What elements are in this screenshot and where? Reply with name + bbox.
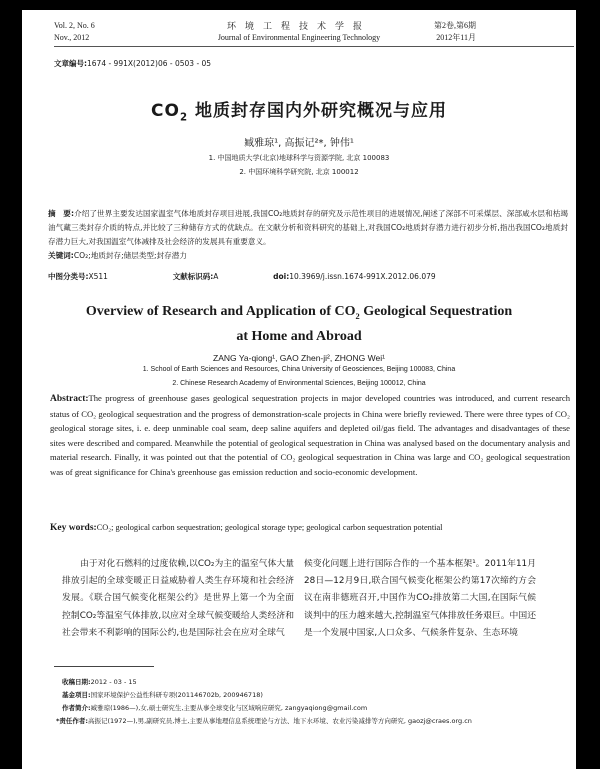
keywords-cn [48, 249, 568, 263]
doi-label: doi: [273, 272, 290, 281]
header-divider [54, 46, 574, 47]
keywords-cn-text: CO₂;地质封存;储层类型;封存潜力 [73, 251, 187, 260]
journal-page [22, 10, 576, 769]
abstract-cn [48, 207, 568, 263]
footnotes [56, 676, 551, 728]
abstract-en [50, 391, 570, 479]
footnote-corresponding-author [56, 715, 551, 728]
abstract-en-label: Abstract: [50, 394, 89, 404]
header-center [22, 20, 576, 44]
clc-label: 中图分类号: [48, 272, 89, 281]
authors-cn: 臧雅琼¹, 高振记²*, 钟伟¹ [244, 138, 354, 149]
footnote-label: *责任作者: [56, 717, 88, 725]
title-en-post: Geological Sequestration [359, 304, 513, 319]
keywords-cn-label: 关键词: [48, 251, 74, 260]
body-column-right: 候变化问题上进行国际合作的一个基本框架¹。2011年11月28日—12月9日,联合国气候变化框架公约第17次缔约方会议在南非德班召开,中国作为CO₂排放第二大国,在国际气候谈判中的压力越来越大,控制温室气体排放任务艰巨。中国还是一个发展中国家,人口众多、气候条件复杂、生态环境 [304, 559, 536, 638]
footnote-text: 臧雅琼(1986—),女,硕士研究生,主要从事全球变化与区域响应研究, zangyaqiong@gmail.com [90, 704, 368, 712]
footnote-divider [54, 666, 154, 667]
journal-name-cn: 环境工程技术学报 [226, 21, 371, 31]
footnote-author-bio [62, 702, 551, 715]
doi-value: 10.3969/j.issn.1674-991X.2012.06.079 [289, 272, 436, 281]
classification-line [48, 271, 436, 282]
title-en [22, 302, 576, 347]
keywords-en [50, 523, 575, 533]
affiliation-cn-1: 1. 中国地质大学(北京)地球科学与资源学院, 北京 100083 [208, 154, 390, 162]
title-en-subscript: 2 [355, 311, 360, 321]
abstract-cn-text: 介绍了世界主要发达国家温室气体地质封存项目进展,我国CO₂地质封存的研究及示范性项目的进展情况,阐述了深部不可采煤层、深部咸水层和枯竭油气藏三类封存介质的特点,并比较了三种储存方式的优缺点。在文献分析和资料研究的基础上,对我国CO₂地质封存潜力进行初步分析,指出我国CO₂地质封存潜力巨大,对我国温室气体减排及社会经济的发展具有重要意义。 [48, 209, 568, 246]
affiliation-en-2: 2. Chinese Research Academy of Environmental Sciences, Beijing 100012, China [172, 380, 426, 387]
date-en: Nov., 2012 [54, 33, 90, 42]
title-en-pre: Overview of Research and Application of CO [85, 304, 356, 319]
abstract-cn-label: 摘 要: [48, 209, 75, 218]
footnote-received [62, 676, 551, 689]
affiliation-en-1: 1. School of Earth Sciences and Resources, China University of Geosciences, Beijing 100083, China [142, 366, 456, 373]
title-en-line1 [22, 302, 576, 327]
doc-code-label: 文献标识码: [172, 272, 214, 281]
date-cn: 2012年11月 [436, 33, 476, 42]
title-cn-rest: 地质封存国内外研究概况与应用 [188, 101, 447, 121]
header-right [434, 20, 476, 44]
footnote-text: 国家环境保护公益性科研专项(201146702b, 200946718) [90, 691, 263, 699]
affiliation-cn-2: 2. 中国环境科学研究院, 北京 100012 [239, 168, 359, 176]
keywords-en-text: CO₂; geological carbon sequestration; geological storage type; geological carbon sequestration potential [96, 523, 443, 532]
footnote-text: 高振记(1972—),男,副研究员,博士,主要从事地理信息系统理论与方法、地下水环境、农业污染减排等方向研究, gaozj@craes.org.cn [88, 717, 472, 725]
footnote-label: 基金项目: [62, 691, 91, 699]
article-number-value: 1674 - 991X(2012)06 - 0503 - 05 [87, 59, 212, 68]
title-co2: CO [151, 101, 180, 121]
journal-name-en: Journal of Environmental Engineering Technology [217, 33, 381, 42]
footnote-label: 作者简介: [62, 704, 91, 712]
volume-cn: 第2卷,第6期 [434, 21, 476, 30]
title-cn [22, 96, 576, 123]
footnote-funding [62, 689, 551, 702]
volume-en: Vol. 2, No. 6 [54, 21, 95, 30]
clc-value: X511 [88, 272, 108, 281]
body-column-left: 由于对化石燃料的过度依赖,以CO₂为主的温室气体大量排放引起的全球变暖正日益威胁着人类生存环境和社会经济发展。《联合国气候变化框架公约》是世界上第一个为全面控制CO₂等温室气体排放,以应对全球气候变暖给人类经济和社会带来不利影响的国际公约,也是国际社会在应对全球气 [62, 559, 294, 638]
footnote-text: 2012 - 03 - 15 [90, 678, 137, 686]
abstract-en-text: The progress of greenhouse gases geological sequestration projects in major developed countries was introduced, and current research status of CO₂ geological sequestration and the progress of demonstration-scale projects in China were briefly reviewed. There were three types of CO₂ geological storage sites, i. e. deep unminable coal seam, deep saline aquifers and depleted oil/gas field. The advantages and disadvantages of these sites were described and compared. Meanwhile the potential of geological sequestration in China was analysed based on the documentary analysis and material research. Finally, it was pointed out that the potential of CO₂ geological sequestration in China was large and CO₂ geological sequestration was of great significance for China's greenhouse gas emission reduction and socio-economic development. [50, 393, 570, 477]
keywords-en-label: Key words: [50, 523, 97, 533]
title-co2-subscript: 2 [179, 112, 189, 124]
article-number [54, 58, 211, 69]
footnote-label: 收稿日期: [62, 678, 91, 686]
doc-code-value: A [213, 272, 219, 281]
authors-en: ZANG Ya-qiong¹, GAO Zhen-ji², ZHONG Wei¹ [213, 353, 385, 363]
article-number-label: 文章编号: [54, 59, 87, 68]
title-en-line2: at Home and Abroad [236, 328, 362, 344]
